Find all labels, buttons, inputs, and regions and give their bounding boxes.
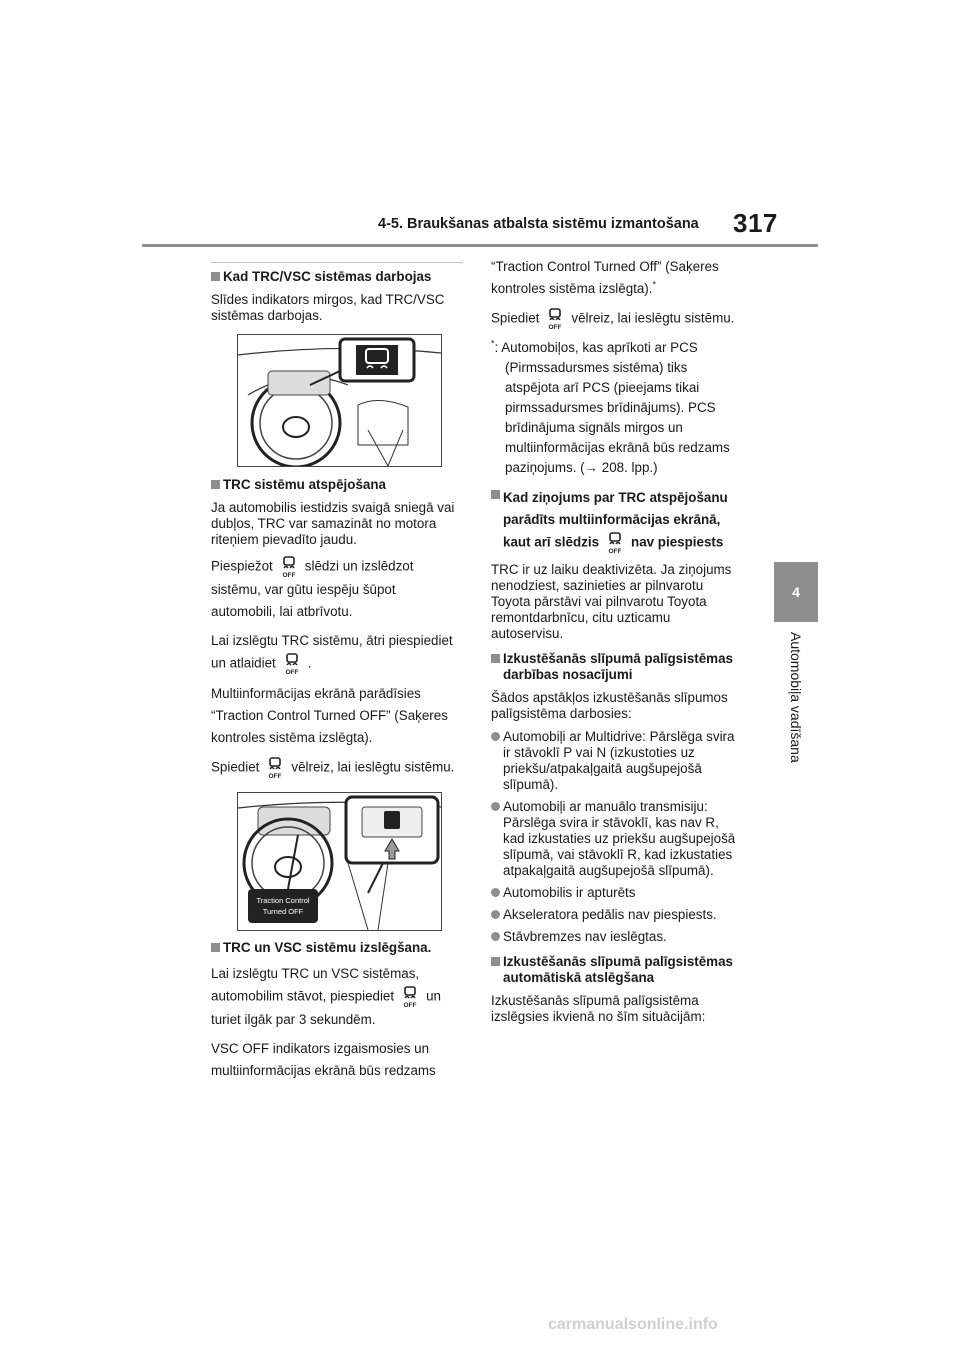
heading-trc-message: Kad ziņojums par TRC atspējošanu parādīts multiinformācijas ekrānā, kaut arī slēdzis OFF nav piespiests [491,487,743,555]
paragraph: Izkustēšanās slīpumā palīgsistēma izslēgsies ikvienā no šīm situācijām: [491,993,706,1024]
paragraph-with-icon: Lai izslēgtu TRC un VSC sistēmas, automobilim stāvot, piespiediet OFF un turiet ilgāk par 3 sekundēm. [211,966,442,1027]
page-number: 317 [733,208,778,238]
chapter-label: Automobiļa vadīšana [788,632,804,763]
paragraph: TRC ir uz laiku deaktivizēta. Ja ziņojums nenodziest, sazinieties ar pilnvarotu Toyota pārstāvi vai pilnvarotu Toyota remontdarbnīcu, citu uzticamu autoservisu. [491,562,732,641]
chapter-tab: 4 [774,562,818,622]
list-item: Automobilis ir apturēts [491,885,743,901]
svg-text:OFF: OFF [285,669,299,676]
dashboard-illustration-slip-indicator [237,334,442,467]
svg-text:OFF: OFF [548,324,562,331]
heading-trc-disable: TRC sistēmu atspējošana [211,477,463,493]
list-item: Automobiļi ar Multidrive: Pārslēga svira ir stāvoklī P vai N (izkustoties uz priekšu/atpakaļgaitā augšupejošā slīpumā). [491,729,743,793]
svg-text:OFF: OFF [403,1002,417,1009]
paragraph: Slīdes indikators mirgos, kad TRC/VSC sistēmas darbojas. [211,292,445,323]
vsc-off-icon [543,307,567,331]
dashboard-illustration-traction-off [237,792,442,931]
heading-trc-vsc-operating: Kad TRC/VSC sistēmas darbojas [211,269,463,285]
svg-text:OFF: OFF [608,548,622,555]
watermark: carmanualsonline.info [548,1316,718,1333]
footnote: *: Automobiļos, kas aprīkoti ar PCS (Pirmssadursmes sistēma) tiks atspējota arī PCS (pieejams tikai pirmssadursmes brīdinājums). PCS brīdinājuma signāls mirgos un multiinformācijas ekrānā būs redzams paziņojums. (→ 208. lpp.) [491,338,730,475]
svg-text:OFF: OFF [268,773,282,780]
vsc-off-icon [263,756,287,780]
heading-trc-vsc-off: TRC un VSC sistēmu izslēgšana. [211,940,463,956]
paragraph: Ja automobilis iestidzis svaigā sniegā vai dubļos, TRC var samazināt no motora riteņiem pievadīto jaudu. [211,500,455,547]
list-item: Automobiļi ar manuālo transmisiju: Pārslēga svira ir stāvoklī, kas nav R, kad izkustaties uz priekšu augšupejošā slīpumā, vai stāvoklī R, kad izkustaties atpakaļgaitā augšupejošā slīpumā). [491,799,743,879]
paragraph: Multiinformācijas ekrānā parādīsies “Traction Control Turned OFF” (Saķeres kontroles sistēma izslēgta). [211,686,448,745]
fig2-message-line2: Turned OFF [262,907,304,916]
paragraph-with-icon: Spiediet OFF vēlreiz, lai ieslēgtu sistēmu. [491,307,743,331]
column-rule [211,262,463,263]
vsc-off-icon [603,531,627,555]
paragraph: Šādos apstākļos izkustēšanās slīpumos palīgsistēma darbosies: [491,690,728,721]
paragraph-with-icon: Piespiežot OFF slēdzi un izslēdzot sistēmu, var gūtu iespēju šūpot automobili, lai atbrīvotu. [211,555,463,623]
paragraph: “Traction Control Turned Off” (Saķeres kontroles sistēma izslēgta).* [491,259,719,296]
list-item: Stāvbremzes nav ieslēgtas. [491,929,743,945]
list-item: Akseleratora pedālis nav piespiests. [491,907,743,923]
left-column [211,262,463,1089]
section-title: 4-5. Braukšanas atbalsta sistēmu izmantošana [378,216,699,232]
paragraph: VSC OFF indikators izgaismosies un multiinformācijas ekrānā būs redzams [211,1041,436,1078]
vsc-off-icon [277,555,301,579]
vsc-off-icon [398,985,422,1009]
right-column [491,256,743,1032]
heading-hill-assist-auto-off: Izkustēšanās slīpumā palīgsistēmas automātiskā atslēgšana [491,954,743,986]
paragraph-with-icon: Spiediet OFF vēlreiz, lai ieslēgtu sistēmu. [211,756,463,780]
fig2-message-line1: Traction Control [256,896,310,905]
paragraph-with-icon: Lai izslēgtu TRC sistēmu, ātri piespiediet un atlaidiet OFF . [211,633,453,676]
header-divider [142,244,818,247]
heading-hill-assist-conditions: Izkustēšanās slīpumā palīgsistēmas darbības nosacījumi [491,651,743,683]
vsc-off-icon [280,652,304,676]
svg-text:OFF: OFF [282,572,296,579]
